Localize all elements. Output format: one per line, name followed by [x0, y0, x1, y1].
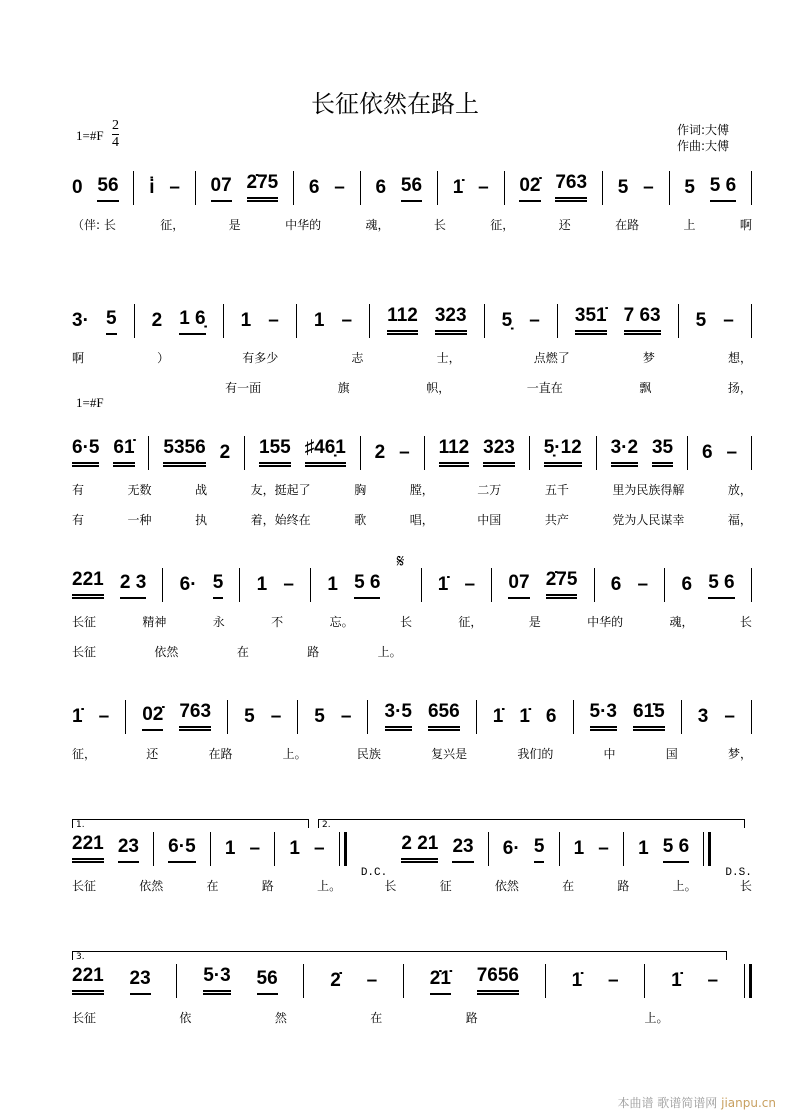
barline	[360, 171, 361, 205]
note-group: 56	[97, 175, 118, 202]
lyric-word: 在	[370, 1011, 383, 1025]
note-group: –	[340, 706, 352, 727]
lyric-word: 有	[72, 483, 85, 497]
barline	[491, 568, 492, 602]
note-group: –	[643, 177, 654, 198]
note-group: 2̇	[330, 970, 341, 991]
note-group: 1	[327, 574, 338, 595]
lyric-word: 民族	[356, 747, 381, 761]
note-group: 6	[308, 177, 320, 198]
watermark-site: jianpu.cn	[721, 1096, 776, 1110]
note-group: –	[341, 310, 353, 331]
system	[72, 820, 752, 893]
lyric-word: 然	[274, 1011, 287, 1025]
lyric-word: 中华的	[587, 615, 624, 629]
note-group: –	[270, 706, 282, 727]
lyric-word: 无数	[127, 483, 152, 497]
lyric-word: （伴: 长	[72, 218, 116, 232]
note-group: 1	[573, 838, 585, 859]
barline	[751, 700, 752, 734]
note-group: 1	[224, 838, 236, 859]
lyric-word: 征，	[458, 615, 483, 629]
note-group: 323	[435, 305, 467, 335]
note-group: 5 6	[354, 572, 380, 599]
note-group: 23	[118, 836, 139, 863]
barline	[133, 171, 134, 205]
note-group: 5	[106, 308, 117, 335]
note-group: 155	[259, 437, 291, 467]
note-group: 02̇	[519, 175, 540, 202]
barline	[162, 568, 163, 602]
lyric-word: 有	[72, 513, 85, 527]
barline	[504, 171, 505, 205]
lyric-word: 旗	[337, 381, 350, 395]
lyric-word: 长	[433, 218, 446, 232]
note-group: –	[399, 442, 410, 463]
lyric-word: 长征	[72, 1011, 97, 1025]
note-group: 07	[508, 572, 529, 599]
lyric-word: 依然	[494, 879, 519, 893]
note-group: 1	[256, 574, 268, 595]
note-group: 2	[151, 310, 163, 331]
double-barline	[703, 832, 711, 866]
lyric-word: 路	[617, 879, 630, 893]
note-group: –	[98, 706, 110, 727]
note-group: 1̇	[519, 706, 530, 727]
note-group: –	[724, 706, 735, 727]
lyric-word: 中国	[477, 513, 502, 527]
note-group: 6·5	[168, 836, 195, 863]
barline	[573, 700, 574, 734]
lyric-word: 膛，	[409, 483, 434, 497]
barline	[293, 171, 294, 205]
lyric-word: 执	[195, 513, 208, 527]
lyric-word: 唱，	[409, 513, 434, 527]
note-group: 61̇	[113, 437, 134, 467]
note-group: 5̣	[501, 310, 513, 331]
barline	[310, 568, 311, 602]
lyric-word: 我们的	[517, 747, 554, 761]
lyric-word: 依然	[139, 879, 164, 893]
barline	[297, 700, 298, 734]
lyricist: 作词:大傅	[677, 123, 730, 137]
note-group: 5·3	[590, 701, 617, 731]
lyric-word: 在路	[208, 747, 233, 761]
note-group: –	[314, 838, 325, 859]
time-bottom: 4	[112, 135, 119, 150]
note-group: –	[723, 310, 734, 331]
key-change: 1=#F	[76, 395, 104, 410]
note-group: 23	[130, 968, 151, 995]
double-barline	[744, 964, 752, 998]
lyric-word: 还	[146, 747, 159, 761]
barline	[210, 832, 211, 866]
lyric-word: 路	[465, 1011, 478, 1025]
lyric-word: 友，挺起了	[250, 483, 311, 497]
note-group: 656	[428, 701, 460, 731]
barline	[594, 568, 595, 602]
barline	[644, 964, 645, 998]
barline	[751, 171, 752, 205]
barline	[678, 304, 679, 338]
lyric-word: 在路	[615, 218, 640, 232]
lyric-word: 胸	[354, 483, 367, 497]
time-signature	[112, 118, 119, 151]
note-group: 5	[684, 177, 695, 198]
note-group: 1̇	[72, 706, 83, 727]
barline	[545, 964, 546, 998]
barline	[153, 832, 154, 866]
lyric-word: 啊	[739, 218, 752, 232]
note-group: 2̇1̇	[430, 968, 451, 995]
note-group: 1	[313, 310, 325, 331]
note-group: 61̇5	[633, 701, 665, 731]
lyric-word: 上。	[377, 645, 402, 659]
note-group: 7 63	[624, 305, 661, 335]
volta-bracket: 2.	[318, 819, 745, 828]
lyric-word: 征，	[72, 747, 97, 761]
watermark-text: 本曲谱 歌谱简谱网	[617, 1096, 718, 1110]
lyric-word: 扬，	[727, 381, 752, 395]
lyric-word: 梦，	[727, 747, 752, 761]
note-group: 2	[219, 442, 231, 463]
note-group: 1̇	[671, 970, 682, 991]
note-group: 1	[638, 838, 649, 859]
lyric-word: 里为民族得解	[612, 483, 685, 497]
note-group: 1̇	[492, 706, 504, 727]
lyric-word: 党为人民谋幸	[612, 513, 685, 527]
note-row	[72, 307, 752, 335]
repeat-mark: D.S.	[725, 867, 752, 879]
note-row	[72, 551, 752, 599]
note-group: 35	[652, 437, 673, 467]
barline	[596, 436, 597, 470]
lyric-word: 是	[228, 218, 241, 232]
note-group: 1	[289, 838, 300, 859]
note-group: 6	[545, 706, 557, 727]
note-group: 221	[72, 569, 104, 599]
lyric-word: 国	[665, 747, 678, 761]
barline	[559, 832, 560, 866]
note-group: 1̇	[437, 574, 449, 595]
note-group: i̇	[149, 177, 155, 198]
note-group: 56	[401, 175, 422, 202]
note-group: 221	[72, 833, 104, 863]
lyric-word: 一种	[127, 513, 152, 527]
note-group: 5356	[163, 437, 205, 467]
lyric-word: 想，	[727, 351, 752, 365]
lyric-word: 路	[307, 645, 320, 659]
barline	[437, 171, 438, 205]
note-group: –	[169, 177, 180, 198]
lyric-word: 长	[739, 879, 752, 893]
barline	[664, 568, 665, 602]
barline	[484, 304, 485, 338]
lyric-word: 长征	[72, 615, 97, 629]
lyric-word: 啊	[72, 351, 85, 365]
barline	[223, 304, 224, 338]
note-group: 3	[697, 706, 709, 727]
lyric-word: 帜，	[426, 381, 451, 395]
lyric-word: 征，	[160, 218, 185, 232]
barline	[623, 832, 624, 866]
barline	[303, 964, 304, 998]
note-group: 1 6̣	[179, 308, 205, 335]
volta-bracket: 1.	[72, 819, 309, 828]
note-group: 1̇	[571, 970, 583, 991]
lyric-word: 长	[739, 615, 752, 629]
note-group: 2̇75	[247, 172, 279, 202]
lyric-word: 复兴是	[431, 747, 468, 761]
note-group: –	[707, 970, 719, 991]
double-barline	[339, 832, 347, 866]
lyric-word: 依	[179, 1011, 192, 1025]
repeat-mark: D.C.	[360, 867, 388, 879]
note-group: 3·	[72, 310, 89, 331]
note-group: 5·3	[203, 965, 230, 995]
note-group: 02̇	[142, 704, 163, 731]
note-group: –	[598, 838, 609, 859]
system	[72, 307, 752, 395]
barline	[424, 436, 425, 470]
note-group: ♯46̣1	[305, 437, 346, 467]
note-group: 2̇75	[546, 569, 578, 599]
lyric-word: 点燃了	[533, 351, 570, 365]
barline	[239, 568, 240, 602]
lyric-word: 战	[195, 483, 208, 497]
time-top: 2	[112, 118, 119, 133]
barline	[360, 436, 361, 470]
lyric-word: 在	[236, 645, 249, 659]
lyric-word: 二万	[477, 483, 502, 497]
note-group: 1̇	[452, 177, 464, 198]
lyric-word: 飘	[639, 381, 652, 395]
note-row	[72, 703, 752, 731]
note-group: 112	[439, 437, 470, 467]
key-signature: 1=#F	[76, 128, 104, 143]
lyrics-line	[72, 511, 752, 527]
lyric-word: 魂，	[669, 615, 694, 629]
system	[72, 174, 752, 232]
lyric-word: 有多少	[242, 351, 279, 365]
barline	[296, 304, 297, 338]
lyric-word: 上。	[282, 747, 307, 761]
lyrics-line	[72, 877, 752, 893]
note-row	[72, 967, 752, 995]
lyric-word: 是	[528, 615, 541, 629]
barline	[274, 832, 275, 866]
note-group: –	[268, 310, 279, 331]
lyric-word: 上	[683, 218, 696, 232]
lyric-word: 士，	[436, 351, 461, 365]
note-group: –	[637, 574, 649, 595]
lyric-word: 在	[206, 879, 219, 893]
note-group: 5	[244, 706, 255, 727]
note-group: –	[464, 574, 476, 595]
note-group: 6·	[179, 574, 197, 595]
note-group: 2 3	[120, 572, 146, 599]
lyric-word: 征	[439, 879, 452, 893]
lyric-word: 永	[212, 615, 225, 629]
volta-bracket: 3.	[72, 951, 727, 960]
lyrics-line	[72, 613, 752, 629]
note-group: 3·5	[385, 701, 412, 731]
note-group: 2	[374, 442, 386, 463]
note-group: 56	[257, 968, 278, 995]
note-group: –	[607, 970, 619, 991]
barline	[602, 171, 603, 205]
note-group: –	[478, 177, 489, 198]
note-group: 763	[555, 172, 587, 202]
barline	[669, 171, 670, 205]
system	[72, 703, 752, 761]
note-group: 1	[240, 310, 252, 331]
barline	[244, 436, 245, 470]
note-group: 7656	[477, 965, 519, 995]
composer: 作曲:大傅	[677, 139, 730, 153]
barline	[476, 700, 477, 734]
lyric-word: 志	[351, 351, 364, 365]
note-group: 2 21	[401, 833, 438, 863]
note-group: 6·5	[72, 437, 99, 467]
note-group: 5̣·12	[544, 437, 582, 467]
lyric-word: 在	[562, 879, 575, 893]
lyric-word: 福，	[727, 513, 752, 527]
barline	[134, 304, 135, 338]
note-group: 07	[211, 175, 232, 202]
barline	[751, 568, 752, 602]
lyrics-line	[72, 481, 752, 497]
lyrics-line	[72, 379, 752, 395]
lyric-word: 还	[558, 218, 571, 232]
watermark	[617, 1094, 776, 1111]
note-group: 5	[695, 310, 707, 331]
lyrics-line	[72, 349, 752, 365]
barline	[176, 964, 177, 998]
lyrics-line	[72, 216, 752, 232]
lyric-word: 中华的	[285, 218, 322, 232]
lyrics-line	[72, 643, 752, 659]
note-group: 6	[701, 442, 713, 463]
lyric-word: 五千	[544, 483, 569, 497]
lyric-word: 歌	[354, 513, 367, 527]
note-group: –	[334, 177, 345, 198]
lyric-word: 征，	[490, 218, 515, 232]
note-group: 6	[610, 574, 622, 595]
note-group: –	[283, 574, 294, 595]
system	[72, 439, 752, 527]
note-group: 5	[314, 706, 325, 727]
lyric-word: 上。	[672, 879, 697, 893]
note-group: –	[366, 970, 378, 991]
lyric-word: 长	[384, 879, 397, 893]
note-group: 5	[213, 572, 224, 599]
song-title: 长征依然在路上	[311, 90, 479, 118]
note-group: –	[726, 442, 738, 463]
note-group: 221	[72, 965, 104, 995]
lyric-word: 梦	[642, 351, 655, 365]
note-group: 763	[179, 701, 211, 731]
lyric-word: 依然	[154, 645, 179, 659]
note-group: 5	[534, 836, 545, 863]
note-group: 5	[617, 177, 629, 198]
lyric-word: 一直在	[526, 381, 563, 395]
note-group: –	[249, 838, 261, 859]
barline	[369, 304, 370, 338]
segno-sign: 𝄋	[396, 551, 405, 571]
barline	[751, 304, 752, 338]
lyric-word: 路	[261, 879, 274, 893]
lyric-word: 不	[271, 615, 284, 629]
note-group: 6	[681, 574, 693, 595]
lyrics-line	[72, 1009, 752, 1025]
barline	[529, 436, 530, 470]
lyric-word: 长	[399, 615, 412, 629]
lyric-word: 忘。	[329, 615, 354, 629]
lyric-word: 中	[603, 747, 616, 761]
note-row	[72, 174, 752, 202]
note-group: 6	[375, 177, 387, 198]
note-group: –	[529, 310, 540, 331]
note-group: 0	[72, 177, 83, 198]
note-row	[72, 833, 752, 879]
lyric-word: 长征	[72, 879, 97, 893]
barline	[403, 964, 404, 998]
system	[72, 952, 752, 1025]
note-group: 5 6	[710, 175, 736, 202]
barline	[367, 700, 368, 734]
lyric-word: 长征	[72, 645, 97, 659]
lyric-word: 上。	[644, 1011, 669, 1025]
lyric-word: 着，始终在	[250, 513, 311, 527]
lyric-word: 放，	[727, 483, 752, 497]
note-group: 5 6	[663, 836, 689, 863]
lyric-word: ）	[157, 351, 170, 365]
lyric-word: 魂，	[365, 218, 390, 232]
barline	[148, 436, 149, 470]
note-group: 351̇	[575, 305, 607, 335]
barline	[125, 700, 126, 734]
note-group: 5 6	[708, 572, 734, 599]
barline	[751, 436, 752, 470]
barline	[227, 700, 228, 734]
note-group: 23	[452, 836, 473, 863]
note-group: 6·	[502, 838, 520, 859]
lyric-word: 有一面	[225, 381, 262, 395]
note-group: 323	[483, 437, 515, 467]
note-group: 3·2	[611, 437, 638, 467]
barline	[557, 304, 558, 338]
barline	[488, 832, 489, 866]
lyric-word: 上。	[317, 879, 342, 893]
credits	[677, 122, 729, 154]
note-group: 112	[387, 305, 418, 335]
lyric-word: 共产	[544, 513, 569, 527]
lyric-word: 精神	[142, 615, 167, 629]
barline	[687, 436, 688, 470]
lyrics-line	[72, 745, 752, 761]
system	[72, 551, 752, 659]
note-row	[72, 439, 752, 467]
barline	[195, 171, 196, 205]
barline	[421, 568, 422, 602]
barline	[681, 700, 682, 734]
